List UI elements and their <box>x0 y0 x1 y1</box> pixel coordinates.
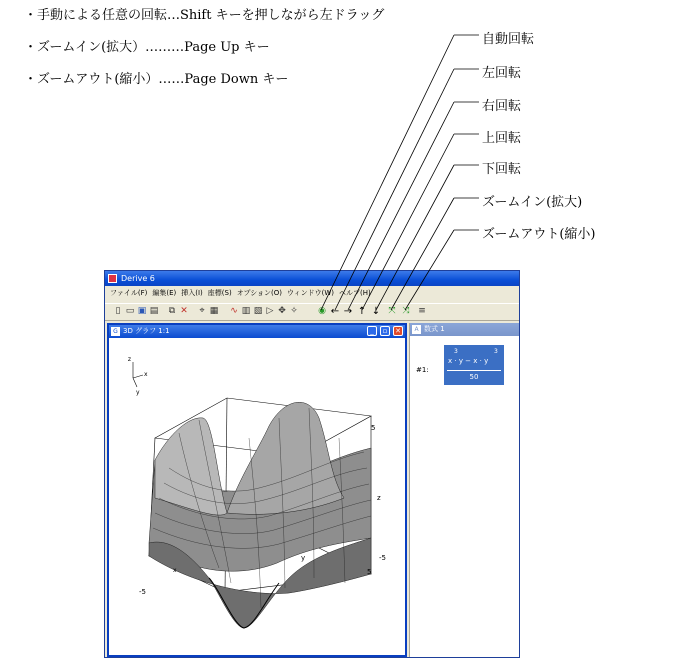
leader-rotate-left-diag <box>335 69 454 310</box>
leader-rotate-down-diag <box>376 165 454 310</box>
save-icon[interactable]: ▣ <box>137 306 147 316</box>
expression-exponent-2: 3 <box>494 348 498 355</box>
copy-icon[interactable]: ⧉ <box>168 306 176 316</box>
graph-window-title: 3D グラフ 1:1 <box>123 327 170 335</box>
z-axis-min-label: -5 <box>379 554 386 562</box>
center-icon[interactable]: ✧ <box>290 306 298 316</box>
zoom-in-icon[interactable]: ⤧ <box>388 306 396 316</box>
instruction-zoom-out: ・ズームアウト(縮小）……Page Down キー <box>24 72 289 87</box>
algebra-window-title: 数式 1 <box>424 325 445 333</box>
gizmo-z-label: z <box>127 356 131 363</box>
zoom-out-icon[interactable]: ⤨ <box>402 306 410 316</box>
instruction-zoom-in: ・ズームイン(拡大）………Page Up キー <box>24 40 270 55</box>
menu-options[interactable]: オプション(O) <box>236 289 283 297</box>
menu-insert[interactable]: 挿入(I) <box>181 289 203 297</box>
maximize-button[interactable]: ▫ <box>380 326 390 336</box>
x-axis-label: x <box>173 567 177 574</box>
expression-denominator: 50 <box>469 373 479 381</box>
leader-rotate-right-diag <box>348 102 454 310</box>
rotate-left-icon[interactable]: ← <box>330 306 340 317</box>
auto-rotate-icon[interactable]: ◉ <box>318 306 326 316</box>
trace-icon[interactable]: ∿ <box>230 306 238 316</box>
gizmo-x-label: x <box>144 371 148 378</box>
expression-label: #1: <box>416 366 429 374</box>
app-title: Derive 6 <box>121 274 155 283</box>
menu-file[interactable]: ファイル(F) <box>110 289 148 297</box>
print-icon[interactable]: ▤ <box>149 306 159 316</box>
expression-numerator: x · y − x · y <box>448 357 489 365</box>
minimize-button[interactable]: _ <box>367 326 377 336</box>
menu-window[interactable]: ウィンドウ(W) <box>287 289 334 297</box>
gizmo-y-label: y <box>136 389 140 396</box>
callout-zoom-out: ズームアウト(縮小) <box>482 227 596 242</box>
open-icon[interactable]: ▭ <box>125 306 135 316</box>
algebra-window-icon: A <box>412 325 421 334</box>
callout-rotate-left: 左回転 <box>482 66 522 81</box>
expression-exponent-1: 3 <box>454 348 458 355</box>
callout-rotate-down: 下回転 <box>482 162 522 177</box>
menu-coordinates[interactable]: 座標(S) <box>207 289 232 297</box>
callout-rotate-up: 上回転 <box>482 131 522 146</box>
new-icon[interactable]: ▯ <box>115 306 121 316</box>
menu-help[interactable]: ヘルプ(H) <box>339 289 371 297</box>
play-icon[interactable]: ▷ <box>266 306 274 316</box>
x-axis-max-label: 5 <box>367 568 372 576</box>
rotate-right-icon[interactable]: → <box>343 306 353 317</box>
select-icon[interactable]: ▦ <box>209 306 219 316</box>
leader-zoom-in-diag <box>391 198 454 310</box>
close-button[interactable]: ✕ <box>393 326 403 336</box>
move-icon[interactable]: ✥ <box>278 306 286 316</box>
z-axis-max-label: 5 <box>371 424 376 432</box>
cursor-icon[interactable]: ⌖ <box>199 306 205 316</box>
graph-window-icon: G <box>111 327 120 336</box>
instruction-manual-rotate: ・手動による任意の回転…Shift キーを押しながら左ドラッグ <box>24 8 385 23</box>
box-icon[interactable]: ▧ <box>253 306 263 316</box>
rotate-down-icon[interactable]: ↓ <box>371 306 381 317</box>
menu-edit[interactable]: 編集(E) <box>152 289 177 297</box>
callout-zoom-in: ズームイン(拡大) <box>482 195 583 210</box>
callout-rotate-right: 右回転 <box>482 99 522 114</box>
options-icon[interactable]: ≡ <box>418 306 426 316</box>
delete-icon[interactable]: ✕ <box>180 306 188 316</box>
z-axis-label: z <box>377 494 381 502</box>
callout-auto-rotate: 自動回転 <box>482 32 535 47</box>
y-axis-label: y <box>301 554 306 562</box>
window-icon[interactable]: ▥ <box>241 306 251 316</box>
rotate-up-icon[interactable]: ↑ <box>357 306 367 317</box>
x-axis-min-label: -5 <box>139 588 146 596</box>
